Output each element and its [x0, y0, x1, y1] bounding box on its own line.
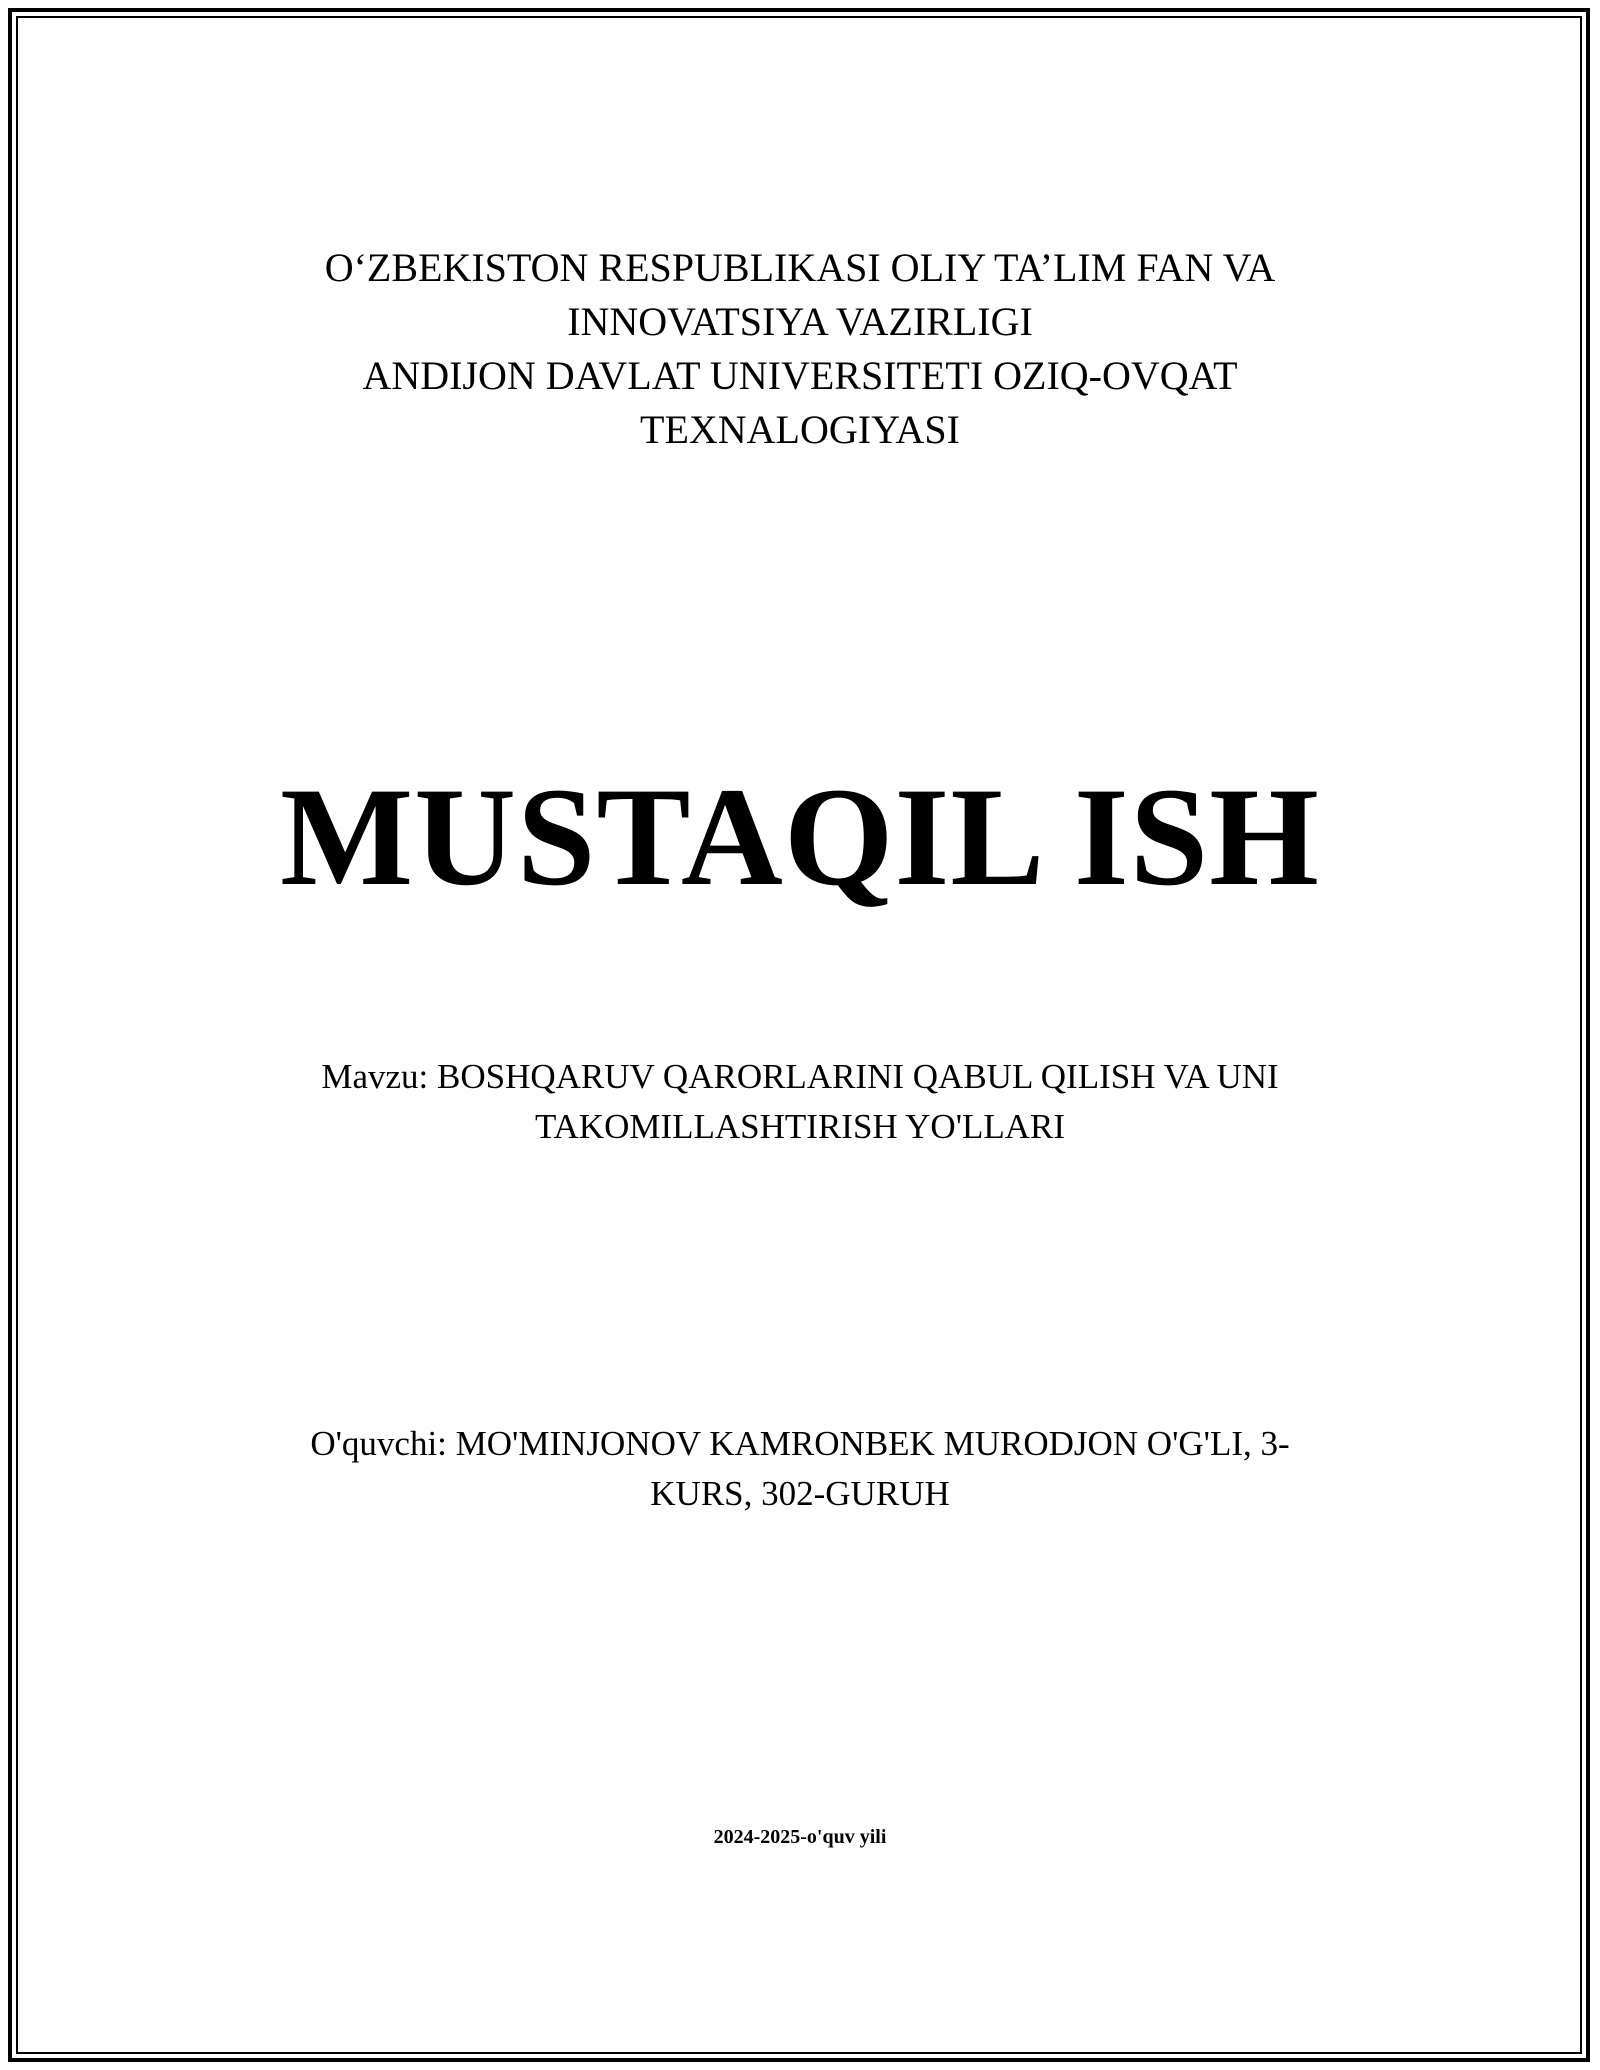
institution-header-line: ANDIJON DAVLAT UNIVERSITETI OZIQ-OVQAT	[362, 353, 1238, 398]
institution-header	[0, 241, 1600, 457]
institution-header-line: O‘ZBEKISTON RESPUBLIKASI OLIY TA’LIM FAN VA	[324, 245, 1276, 290]
topic-line: Mavzu: BOSHQARUV QARORLARINI QABUL QILISH VA UNI	[321, 1057, 1279, 1096]
topic-section	[0, 1052, 1600, 1152]
academic-year: 2024-2025-o'quv yili	[713, 1826, 887, 1848]
institution-header-line: INNOVATSIYA VAZIRLIGI	[567, 299, 1033, 344]
institution-header-line: TEXNALOGIYASI	[640, 407, 960, 452]
student-section	[0, 1419, 1600, 1519]
student-line: O'quvchi: MO'MINJONOV KAMRONBEK MURODJON O'G'LI, 3-	[310, 1424, 1290, 1463]
student-line: KURS, 302-GURUH	[650, 1474, 950, 1513]
document-title: MUSTAQIL ISH	[280, 759, 1320, 915]
topic-line: TAKOMILLASHTIRISH YO'LLARI	[534, 1107, 1066, 1146]
